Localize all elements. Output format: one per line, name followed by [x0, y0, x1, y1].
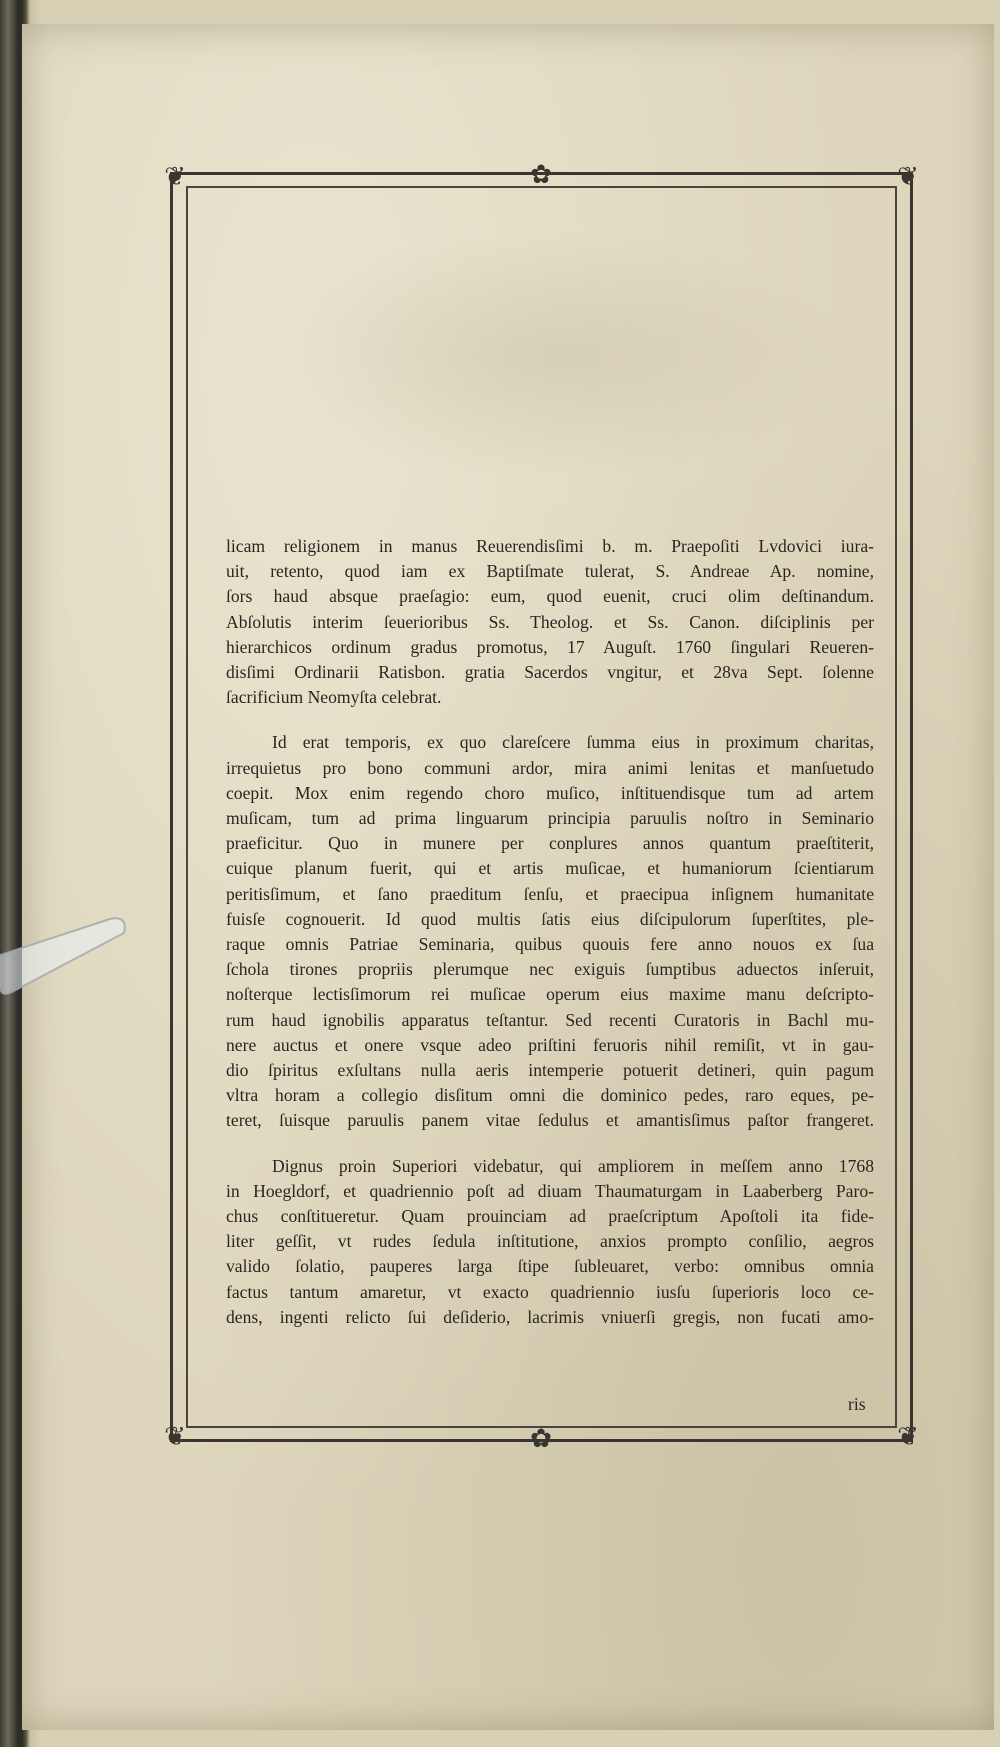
corner-ornament-icon: ❦ — [897, 1422, 919, 1451]
text-line: Id erat temporis, ex quo clareſcere ſumma eius in proximum charitas, — [272, 732, 874, 753]
text-line: fuisſe cognouerit. Id quod multis ſatis eius diſcipulorum ſuperſtites, ple- — [226, 908, 874, 929]
text-line: ſors haud absque praeſagio: eum, quod euenit, cruci olim deſtinandum. — [226, 586, 874, 607]
text-line: peritisſimum, et ſano praeditum ſenſu, et praecipua inſignem humanitate — [226, 883, 874, 904]
text-line: ſchola tirones propriis plerumque nec exiguis ſumptibus aduectos inſeruit, — [226, 959, 874, 980]
text-line: teret, ſuisque paruulis panem vitae ſedulus et amantisſimus paſtor frangeret. — [226, 1110, 874, 1131]
text-line: praeficitur. Quo in munere per conplures annos quantum praeſtiterit, — [226, 833, 874, 854]
text-line: nere auctus et onere vsque adeo priſtini feruoris nihil remiſit, vt in gau- — [226, 1034, 874, 1055]
paragraph — [226, 534, 874, 710]
text-line: coepit. Mox enim regendo choro muſico, inſtituendisque tum ad artem — [226, 782, 874, 803]
text-line: cuique planum fuerit, qui et artis muſicae, et humaniorum ſcientiarum — [226, 858, 874, 879]
text-line: valido ſolatio, pauperes larga ſtipe ſubleuaret, verbo: omnibus omnia — [226, 1256, 874, 1277]
border-ornament-icon: ✿ — [530, 1424, 552, 1453]
text-line: licam religionem in manus Reuerendisſimi b. m. Praepoſiti Lvdovici iura- — [226, 536, 874, 556]
text-line: dio ſpiritus exſultans nulla aeris intemperie potuerit detineri, quin pagum — [226, 1060, 874, 1081]
text-line: Dignus proin Superiori videbatur, qui ampliorem in meſſem anno 1768 — [272, 1155, 874, 1176]
text-line: ſacrificium Neomyſta celebrat. — [226, 687, 442, 708]
text-line: noſterque lectisſimorum rei muſicae operum eius maxime manu deſcripto- — [226, 984, 874, 1005]
text-line: rum haud ignobilis apparatus teſtantur. Sed recenti Curatoris in Bachl mu- — [226, 1009, 874, 1030]
corner-ornament-icon: ❦ — [897, 162, 919, 191]
text-line: irrequietus pro bono communi ardor, mira animi lenitas et manſuetudo — [226, 757, 874, 778]
text-line: hierarchicos ordinum gradus promotus, 17 Auguſt. 1760 ſingulari Reueren- — [226, 636, 874, 657]
text-line: dens, ingenti relicto ſui deſiderio, lacrimis vniuerſi gregis, non fucati amo- — [226, 1306, 874, 1327]
corner-ornament-icon: ❦ — [164, 1422, 186, 1451]
catchword: ris — [848, 1394, 866, 1414]
text-line: chus conſtitueretur. Quam prouinciam ad praeſcriptum Apoſtoli ita fide- — [226, 1206, 874, 1227]
text-line: factus tantum amaretur, vt exacto quadriennio iusſu ſuperioris loco ce- — [226, 1281, 874, 1302]
text-line: liter geſſit, vt rudes ſedula inſtitutione, anxios prompto conſilio, aegros — [226, 1231, 874, 1252]
text-line: disſimi Ordinarii Ratisbon. gratia Sacerdos vngitur, et 28va Sept. ſolenne — [226, 662, 874, 683]
corner-ornament-icon: ❦ — [164, 162, 186, 191]
text-line: uit, retento, quod iam ex Baptiſmate tulerat, S. Andreae Ap. nomine, — [226, 561, 874, 582]
border-ornament-icon: ✿ — [530, 160, 552, 189]
paragraph — [226, 730, 874, 1133]
text-line: in Hoegldorf, et quadriennio poſt ad diuam Thaumaturgam in Laaberberg Paro- — [226, 1180, 874, 1201]
text-line: vltra horam a collegio disſitum omni die dominico pedes, raro eques, pe- — [226, 1085, 874, 1106]
body-text — [226, 534, 874, 1330]
paragraph — [226, 1154, 874, 1330]
text-line: muſicam, tum ad prima linguarum principia paruulis noſtro in Seminario — [226, 808, 874, 829]
text-line: Abſolutis interim ſeuerioribus Ss. Theolog. et Ss. Canon. diſciplinis per — [226, 611, 874, 632]
glass-clip — [0, 915, 130, 1005]
text-line: raque omnis Patriae Seminaria, quibus quouis fere anno nouos ex ſua — [226, 934, 874, 955]
